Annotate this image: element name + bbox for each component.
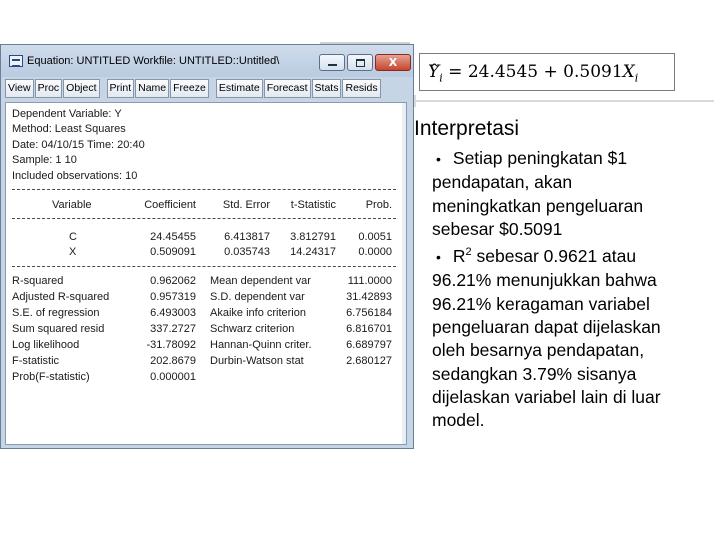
resids-button[interactable]: Resids [342,79,380,98]
slide-heading: Interpretasi [414,117,520,140]
estimation-output[interactable] [5,102,407,445]
bullet-item [432,147,712,171]
stat-label: R-squared [12,275,64,287]
stat-label: Log likelihood [12,339,80,351]
close-button[interactable]: X [375,54,411,71]
stat-label: Sum squared resid [12,323,105,335]
name-button[interactable]: Name [135,79,169,98]
freeze-button[interactable]: Freeze [170,79,209,98]
bullet-text-line: model. [432,410,485,431]
stat-label: Durbin-Watson stat [210,355,304,367]
column-header-variable: Variable [52,199,92,211]
title-bar[interactable] [1,45,413,77]
equation-icon [9,55,23,67]
date-line: Date: 04/10/15 Time: 20:40 [12,139,145,151]
bullet-marker: • [436,151,441,167]
bullet-text: sebesar 0.9621 atau [471,246,637,267]
divider [12,218,396,219]
prob-value: 0.0051 [358,231,392,243]
t-stat-value: 3.812791 [290,231,336,243]
stat-label: S.D. dependent var [210,291,305,303]
stat-value: 202.8679 [150,355,196,367]
bullet-text-line: oleh besarnya pendapatan, [432,340,645,361]
divider [12,266,396,267]
toolbar [5,79,381,99]
std-error-value: 6.413817 [224,231,270,243]
std-error-value: 0.035743 [224,246,270,258]
stat-value: 337.2727 [150,323,196,335]
maximize-icon [356,59,365,67]
bullet-text-line: 96.21% menunjukkan bahwa [432,270,657,291]
equation-lhs: ^ Y [428,62,439,82]
object-button[interactable]: Object [63,79,99,98]
stat-label: Akaike info criterion [210,307,306,319]
stat-label: Hannan-Quinn criter. [210,339,312,351]
stat-value: 0.957319 [150,291,196,303]
stat-label: F-statistic [12,355,60,367]
sample-line: Sample: 1 10 [12,154,77,166]
stat-label: Schwarz criterion [210,323,295,335]
column-header-prob: Prob. [365,199,392,211]
stat-value: 6.816701 [346,323,392,335]
prob-value: 0.0000 [358,246,392,258]
regression-equation [419,53,675,91]
forecast-button[interactable]: Forecast [264,79,311,98]
stat-label: S.E. of regression [12,307,100,319]
stat-label: Mean dependent var [210,275,311,287]
bullet-marker: • [436,249,441,266]
column-header-coefficient: Coefficient [144,199,196,211]
stats-button[interactable]: Stats [312,79,342,98]
equation-rhs-subscript: i [634,71,639,85]
stat-value: 6.689797 [346,339,392,351]
estimate-button[interactable]: Estimate [216,79,263,98]
view-button[interactable]: View [5,79,34,98]
stat-label: Adjusted R-squared [12,291,110,303]
bullet-item [432,241,712,269]
observations-line: Included observations: 10 [12,170,138,182]
variable-name: X [69,246,77,258]
column-header-std-error: Std. Error [222,199,270,211]
scrollbar[interactable] [402,103,406,444]
bullet-text: Setiap peningkatan $1 [452,148,628,168]
bullet-text-line: meningkatkan pengeluaran [432,195,644,216]
stat-label: Prob(F-statistic) [12,371,90,383]
window-title: Equation: UNTITLED Workfile: UNTITLED::Untitled\ [27,55,280,67]
bullet-text-line: 96.21% keragaman variabel [432,293,650,314]
method-line: Method: Least Squares [12,123,126,135]
bullet-text-line: sebesar $0.5091 [432,218,563,239]
equation-lhs-subscript: i [439,71,443,85]
coefficient-value: 24.45455 [150,231,196,243]
equation-window[interactable] [0,44,414,449]
variable-name: C [69,231,77,243]
stat-value: 0.000001 [150,371,196,383]
dependent-variable-line: Dependent Variable: Y [12,108,122,120]
stat-value: 31.42893 [346,291,392,303]
equation-rhs-variable: X [622,62,635,82]
minimize-icon [328,64,337,66]
bullet-text-line: pendapatan, akan [432,172,573,193]
t-stat-value: 14.24317 [290,246,336,258]
maximize-button[interactable] [347,54,373,71]
stat-value: 2.680127 [346,355,392,367]
proc-button[interactable]: Proc [35,79,63,98]
column-header-t-statistic: t-Statistic [290,199,336,211]
divider [12,189,396,190]
coefficient-value: 0.509091 [150,246,196,258]
stat-value: 0.962062 [150,275,196,287]
stat-value: 6.493003 [150,307,196,319]
bullet-text-line: pengeluaran dapat dijelaskan [432,317,661,338]
equation-rhs: = 24.4545 + 0.5091 [448,62,623,82]
divider-line [414,100,714,102]
bullet-text-line: dijelaskan variabel lain di luar [432,386,661,407]
r-squared-symbol: R [452,246,466,267]
stat-value: 111.0000 [347,275,392,287]
interpretation-bullets [432,147,712,433]
bullet-text-line: sedangkan 3.79% sisanya [432,363,637,384]
stat-value: 6.756184 [346,307,392,319]
r-squared-superscript: 2 [465,246,472,259]
stat-value: -31.78092 [146,339,196,351]
minimize-button[interactable] [319,54,345,71]
print-button[interactable]: Print [107,79,135,98]
